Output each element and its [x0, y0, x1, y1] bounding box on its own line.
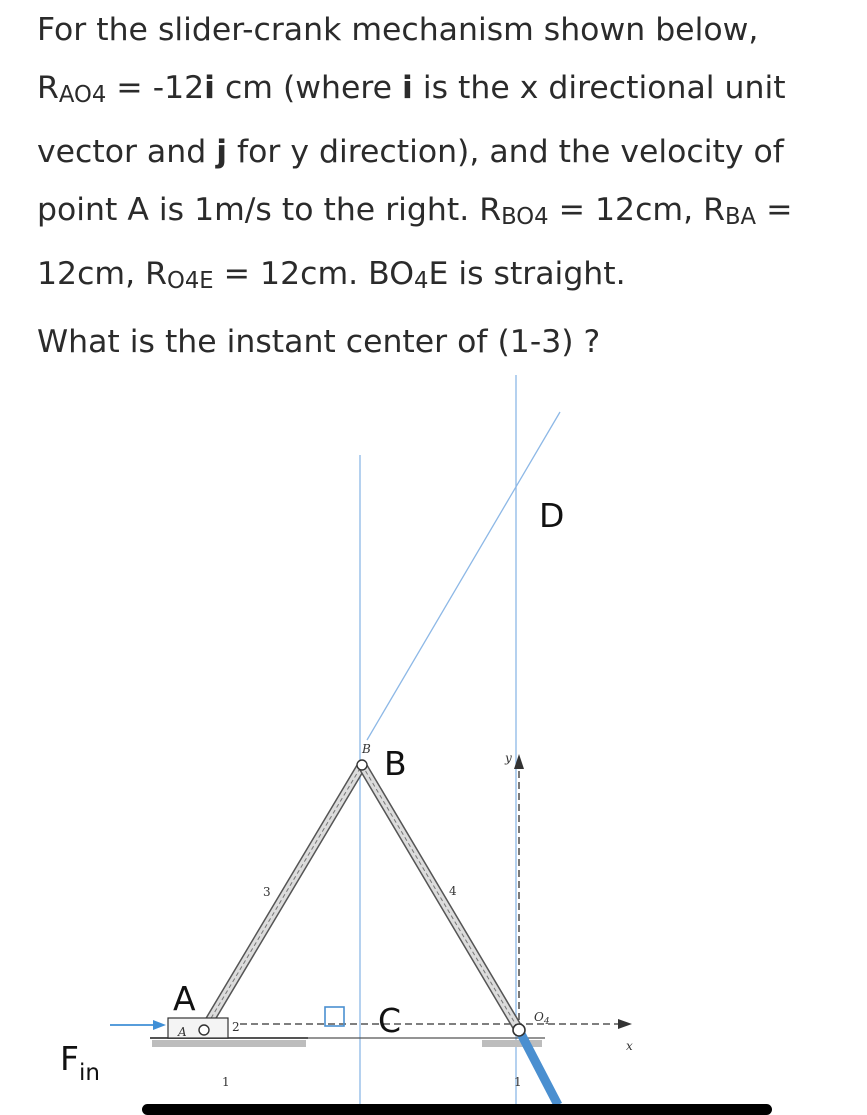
ground: [150, 1038, 545, 1047]
problem-text: For the slider-crank mechanism shown below, RAO4 = -12i cm (where i is the x directional unit vector and j for y direction), and the velocity of point A is 1m/s to the right. RBO4 = 12cm, RBA = 12cm, RO4E = 12cm. BO4E is straight.: [37, 12, 793, 295]
square-c: [325, 1007, 344, 1026]
small-label-a: A: [178, 1025, 187, 1039]
input-force-arrowhead: [153, 1020, 166, 1030]
small-label-y: y: [505, 751, 512, 765]
label-a: A: [173, 979, 196, 1018]
num-label-2: 2: [232, 1020, 240, 1034]
home-indicator: [142, 1104, 772, 1115]
label-c: C: [378, 1001, 402, 1040]
question-text: What is the instant center of (1-3) ?: [37, 324, 601, 360]
line-bd: [367, 412, 560, 740]
num-label-1a: 1: [222, 1075, 230, 1089]
label-d: D: [539, 496, 565, 535]
num-label-3: 3: [263, 885, 271, 899]
pin-a: [199, 1025, 209, 1035]
small-label-o4: $O_4$: [534, 1010, 550, 1027]
link-4: [362, 765, 519, 1030]
x-axis-arrowhead: [618, 1019, 632, 1029]
label-fin: $F_{in}$: [60, 1039, 100, 1086]
label-b: B: [384, 744, 407, 783]
link-3: [204, 765, 362, 1030]
slider-block: [168, 1018, 228, 1038]
pin-o4: [513, 1024, 525, 1036]
num-label-1b: 1: [514, 1075, 522, 1089]
small-label-x: x: [626, 1039, 633, 1053]
construction-lines: [360, 375, 560, 1105]
num-label-4: 4: [449, 884, 457, 898]
pin-b: [357, 760, 367, 770]
small-label-b: B: [362, 742, 371, 756]
